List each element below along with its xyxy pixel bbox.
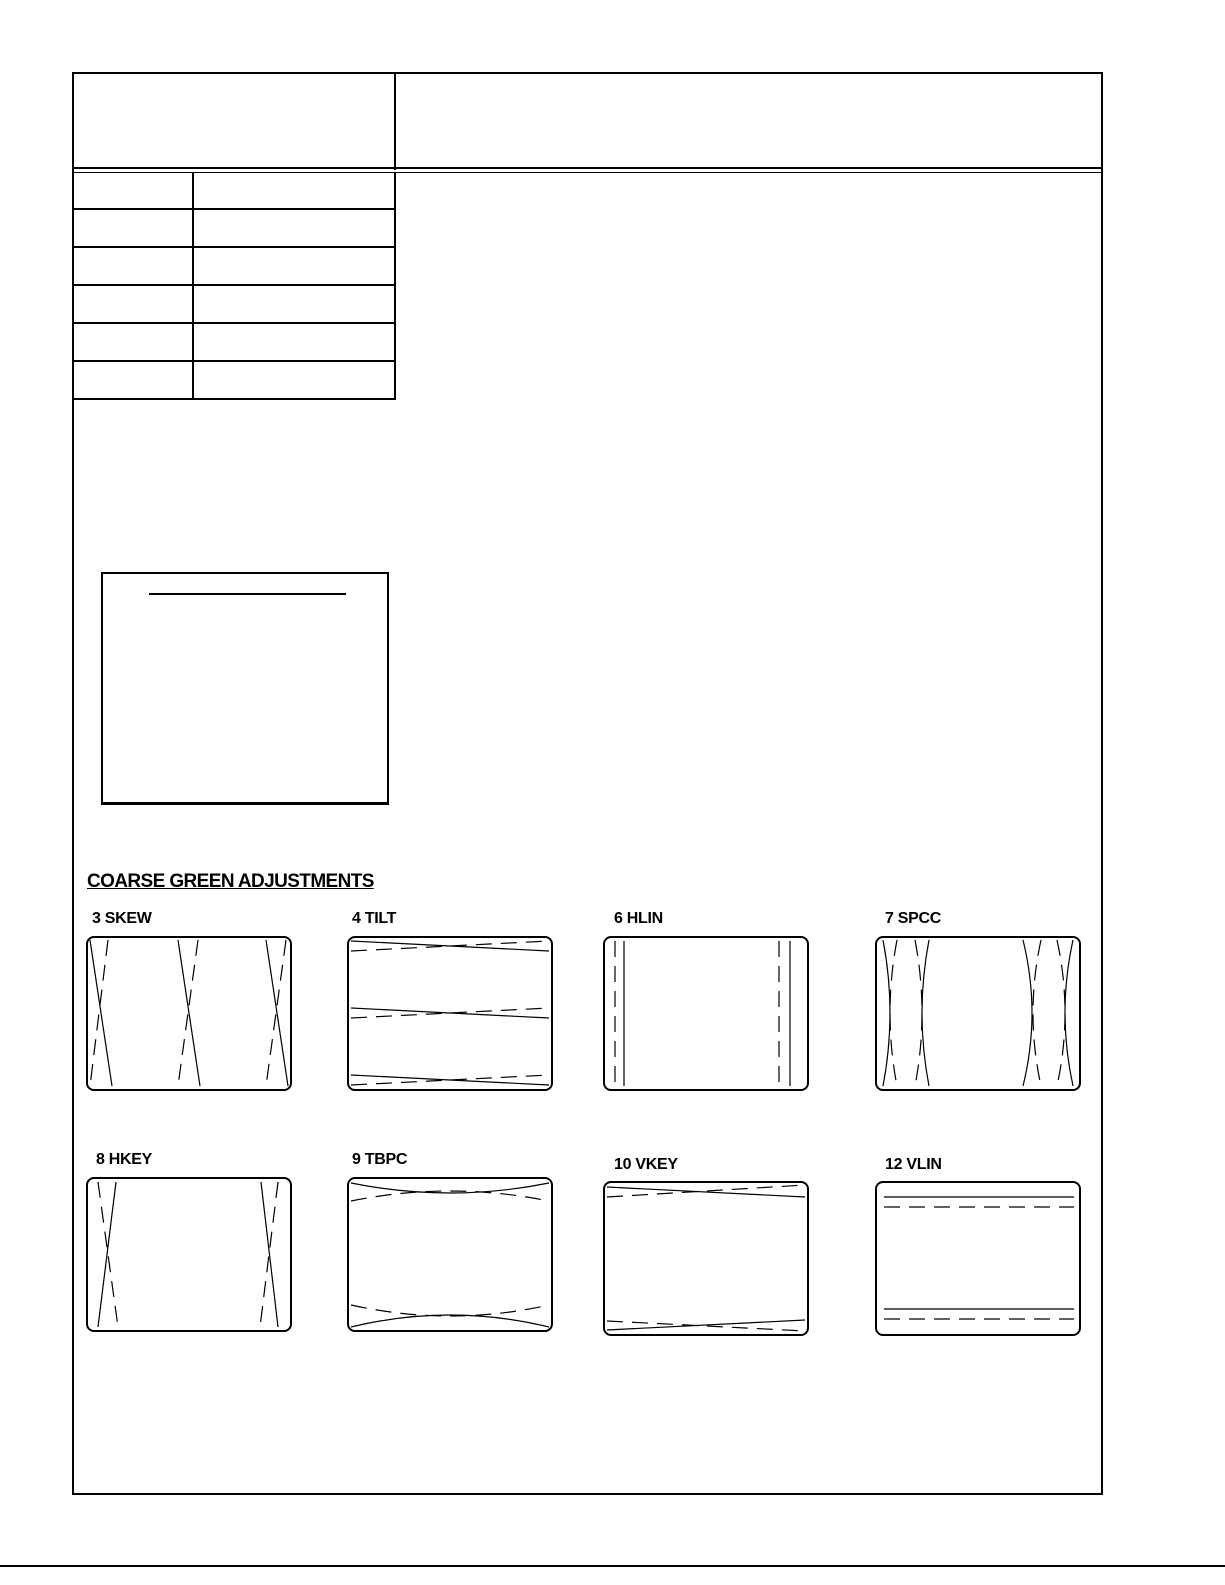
spec-cell xyxy=(72,210,194,246)
label-hlin: 6 HLIN xyxy=(614,910,663,927)
vkey-pattern-icon xyxy=(603,1181,809,1337)
label-hkey: 8 HKEY xyxy=(96,1151,152,1168)
spec-cell xyxy=(72,286,194,322)
label-spcc: 7 SPCC xyxy=(885,910,941,927)
spec-cell xyxy=(72,172,194,208)
footer-rule xyxy=(0,1565,1225,1567)
hlin-pattern-icon xyxy=(603,936,809,1092)
hkey-pattern-icon xyxy=(86,1177,292,1333)
skew-pattern-icon xyxy=(86,936,292,1092)
spec-row xyxy=(72,324,394,362)
note-box xyxy=(101,572,389,805)
label-skew: 3 SKEW xyxy=(92,910,152,927)
section-title: COARSE GREEN ADJUSTMENTS xyxy=(87,871,374,892)
header-title-cell xyxy=(72,72,396,170)
tilt-pattern-icon xyxy=(347,936,553,1092)
spec-row xyxy=(72,286,394,324)
spec-row xyxy=(72,248,394,286)
spcc-pattern-icon xyxy=(875,936,1081,1092)
tbpc-pattern-icon xyxy=(347,1177,553,1333)
spec-row xyxy=(72,172,394,210)
label-tbpc: 9 TBPC xyxy=(352,1151,408,1168)
label-vkey: 10 VKEY xyxy=(614,1156,678,1173)
vlin-pattern-icon xyxy=(875,1181,1081,1337)
spec-cell xyxy=(72,248,194,284)
spec-row xyxy=(72,362,394,400)
label-tilt: 4 TILT xyxy=(352,910,397,927)
spec-cell xyxy=(72,362,194,400)
spec-cell xyxy=(72,324,194,360)
note-box-rule xyxy=(149,593,346,595)
spec-table xyxy=(72,172,396,400)
spec-row xyxy=(72,210,394,248)
label-vlin: 12 VLIN xyxy=(885,1156,942,1173)
